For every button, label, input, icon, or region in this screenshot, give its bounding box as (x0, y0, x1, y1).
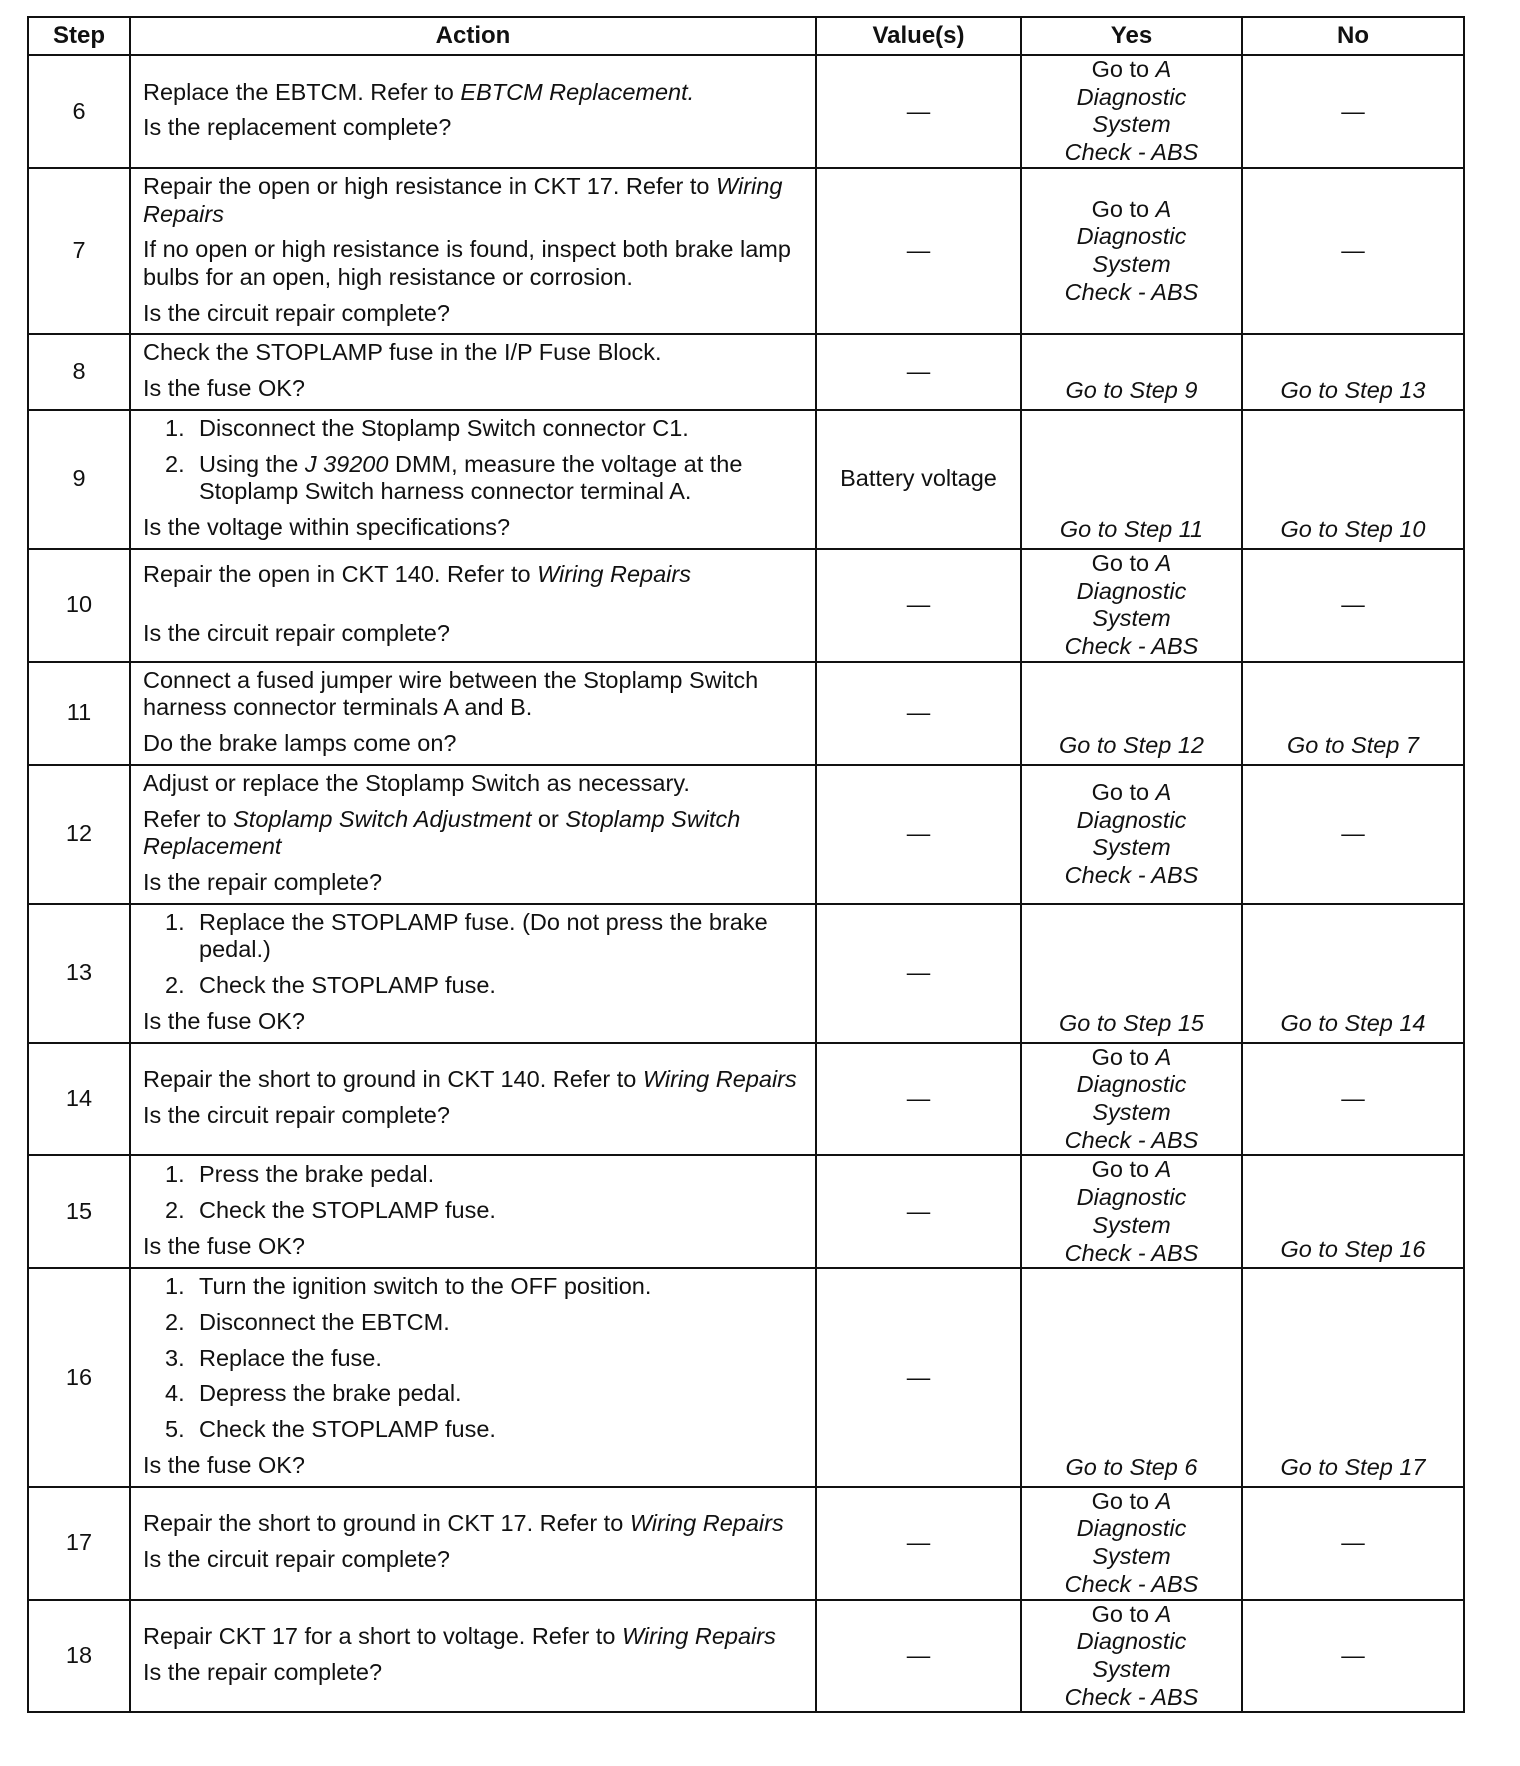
list-text (199, 451, 807, 506)
action-text: Repair the open or high resistance in CKT 17. Refer to (143, 172, 717, 199)
list-text (199, 1273, 807, 1301)
action-list-item (143, 1416, 807, 1444)
goto-diagnostic-system-check (1022, 1488, 1241, 1599)
list-number: 2. (165, 1197, 185, 1224)
list-number: 5. (165, 1416, 185, 1443)
header-values: Value(s) (816, 17, 1021, 55)
goto-check-abs: Check - ABS (1064, 1126, 1199, 1153)
dash-text: — (1341, 820, 1365, 847)
no-cell (1242, 168, 1464, 335)
action-cell (130, 765, 816, 904)
action-text: Repair the short to ground in CKT 140. Refer to (143, 1066, 643, 1093)
reference-text: J 39200 (304, 450, 389, 477)
table-body (28, 55, 1464, 1712)
dash-text: — (1341, 591, 1365, 618)
goto-diagnostic-system-check (1022, 1601, 1241, 1712)
action-cell (130, 55, 816, 168)
action-text: Check the STOPLAMP fuse. (199, 1416, 496, 1443)
action-paragraph (143, 114, 807, 142)
action-text: Depress the brake pedal. (199, 1380, 462, 1407)
action-paragraph (143, 561, 807, 589)
action-paragraph (143, 79, 807, 107)
reference-text: Stoplamp Switch Adjustment (233, 805, 532, 832)
value-cell: Battery voltage (816, 410, 1021, 549)
action-list-item (143, 415, 807, 443)
yes-cell (1021, 1043, 1242, 1156)
goto-system: System (1092, 605, 1171, 632)
action-text: Repair the open in CKT 140. Refer to (143, 560, 538, 587)
list-number: 1. (165, 1273, 185, 1300)
action-text: Is the circuit repair complete? (143, 1102, 450, 1128)
table-row (28, 904, 1464, 1043)
goto-label: Go to (1091, 56, 1150, 82)
table-row (28, 1600, 1464, 1713)
yes-cell (1021, 1487, 1242, 1600)
goto-check-abs: Check - ABS (1064, 1239, 1199, 1266)
action-list-item (143, 1380, 807, 1408)
value-cell: — (816, 1155, 1021, 1268)
action-list-item (143, 1309, 807, 1337)
goto-label: Go to (1091, 1156, 1150, 1183)
action-paragraph (143, 339, 807, 367)
table-row (28, 1155, 1464, 1268)
list-text (199, 1416, 807, 1444)
reference-text: EBTCM Replacement. (460, 78, 695, 105)
goto-diagnostic: Diagnostic (1076, 577, 1187, 604)
goto-system: System (1092, 1211, 1171, 1238)
list-number: 2. (165, 450, 185, 477)
action-paragraph (143, 375, 807, 403)
action-paragraph (143, 1510, 807, 1538)
diagnostic-table (27, 16, 1465, 1713)
goto-diagnostic: Diagnostic (1076, 1184, 1187, 1211)
action-text: Replace the EBTCM. Refer to (143, 78, 461, 105)
goto-letter: A (1155, 1156, 1172, 1183)
action-text: Is the repair complete? (143, 1658, 383, 1685)
no-cell (1242, 1043, 1464, 1156)
action-text: Press the brake pedal. (199, 1161, 435, 1188)
yes-cell (1021, 1155, 1242, 1268)
goto-diagnostic-system-check (1022, 196, 1241, 307)
no-cell (1242, 410, 1464, 549)
action-list-item (143, 1197, 807, 1225)
no-cell (1242, 549, 1464, 662)
header-row (28, 17, 1464, 55)
action-text: Disconnect the Stoplamp Switch connector C1. (199, 414, 689, 441)
goto-step-text: Go to Step 10 (1280, 516, 1426, 543)
action-paragraph (143, 1008, 807, 1036)
goto-diagnostic: Diagnostic (1076, 1628, 1187, 1655)
reference-text: Wiring Repairs (642, 1066, 797, 1093)
goto-system: System (1092, 1543, 1171, 1570)
action-paragraph (143, 869, 807, 897)
action-text: Is the circuit repair complete? (143, 299, 450, 326)
value-cell: — (816, 334, 1021, 409)
goto-letter: A (1155, 778, 1172, 805)
action-cell (130, 549, 816, 662)
goto-label: Go to (1091, 1487, 1150, 1514)
yes-cell (1021, 55, 1242, 168)
header-yes: Yes (1021, 17, 1242, 55)
goto-system: System (1092, 251, 1171, 278)
action-list-item (143, 1273, 807, 1301)
no-cell (1242, 1487, 1464, 1600)
table-row (28, 662, 1464, 765)
action-cell (130, 410, 816, 549)
list-text (199, 1309, 807, 1337)
dash-text: — (1341, 1085, 1365, 1112)
no-cell (1242, 765, 1464, 904)
list-number: 1. (165, 414, 185, 441)
goto-check-abs: Check - ABS (1064, 139, 1199, 166)
action-text: Repair the short to ground in CKT 17. Refer to (143, 1510, 630, 1537)
yes-cell (1021, 1600, 1242, 1713)
step-number: 8 (28, 334, 130, 409)
action-list-item (143, 1161, 807, 1189)
table-row (28, 765, 1464, 904)
action-cell (130, 1487, 816, 1600)
action-text: Is the fuse OK? (143, 1007, 305, 1034)
action-text: Repair CKT 17 for a short to voltage. Refer to (143, 1623, 622, 1650)
action-text: If no open or high resistance is found, inspect both brake lamp bulbs for an open, high resistance or corrosion. (143, 236, 791, 291)
goto-label: Go to (1091, 778, 1150, 805)
action-list-item (143, 451, 807, 506)
goto-label: Go to (1091, 1600, 1150, 1627)
value-cell: — (816, 168, 1021, 335)
action-list-item (143, 972, 807, 1000)
action-paragraph (143, 1623, 807, 1651)
table-row (28, 334, 1464, 409)
value-cell: — (816, 1043, 1021, 1156)
yes-cell (1021, 765, 1242, 904)
goto-step-text: Go to Step 16 (1280, 1235, 1426, 1262)
yes-cell (1021, 410, 1242, 549)
goto-diagnostic: Diagnostic (1076, 806, 1187, 833)
table-row (28, 55, 1464, 168)
action-text: Is the circuit repair complete? (143, 1546, 450, 1573)
list-number: 1. (165, 908, 185, 935)
action-cell (130, 1600, 816, 1713)
step-number: 17 (28, 1487, 130, 1600)
table-row (28, 1487, 1464, 1600)
step-number: 7 (28, 168, 130, 335)
step-number: 10 (28, 549, 130, 662)
no-cell (1242, 1155, 1464, 1268)
goto-diagnostic-system-check (1022, 1156, 1241, 1267)
action-text: Replace the STOPLAMP fuse. (Do not press the brake pedal.) (199, 908, 768, 963)
action-text: Do the brake lamps come on? (143, 730, 457, 757)
action-text: Refer to (143, 805, 234, 832)
table-row (28, 1043, 1464, 1156)
value-cell: — (816, 662, 1021, 765)
value-cell: — (816, 55, 1021, 168)
table-row (28, 1268, 1464, 1486)
goto-label: Go to (1091, 1043, 1150, 1070)
action-paragraph (143, 770, 807, 798)
reference-text: Wiring Repairs (537, 560, 691, 587)
goto-diagnostic-system-check (1022, 550, 1241, 661)
action-paragraph (143, 1233, 807, 1261)
yes-cell (1021, 334, 1242, 409)
dash-text: — (1341, 1642, 1365, 1669)
value-cell: — (816, 1268, 1021, 1486)
goto-diagnostic-system-check (1022, 1044, 1241, 1155)
action-paragraph (143, 1546, 807, 1574)
goto-line (1022, 196, 1241, 224)
list-number: 4. (165, 1380, 185, 1407)
action-cell (130, 904, 816, 1043)
goto-step-text: Go to Step 14 (1280, 1009, 1426, 1036)
list-text (199, 909, 807, 964)
action-text: Is the fuse OK? (143, 375, 305, 402)
goto-check-abs: Check - ABS (1064, 1683, 1199, 1710)
list-number: 1. (165, 1161, 185, 1188)
goto-system: System (1092, 1099, 1171, 1125)
action-spacer (143, 596, 807, 620)
step-number: 18 (28, 1600, 130, 1713)
step-number: 6 (28, 55, 130, 168)
dash-text: — (1341, 97, 1365, 124)
value-cell: — (816, 904, 1021, 1043)
action-cell (130, 1268, 816, 1486)
goto-check-abs: Check - ABS (1064, 1570, 1199, 1597)
table-row (28, 410, 1464, 549)
action-paragraph (143, 1066, 807, 1094)
step-number: 12 (28, 765, 130, 904)
goto-letter: A (1155, 195, 1172, 222)
goto-step-text: Go to Step 12 (1058, 732, 1205, 759)
reference-text: Stoplamp Switch Replacement (143, 805, 741, 860)
action-text: Is the fuse OK? (143, 1451, 305, 1478)
no-cell (1242, 904, 1464, 1043)
no-cell (1242, 334, 1464, 409)
yes-cell (1021, 168, 1242, 335)
goto-system: System (1092, 1655, 1171, 1682)
action-paragraph (143, 300, 807, 328)
list-text (199, 1345, 807, 1373)
action-text: Check the STOPLAMP fuse in the I/P Fuse Block. (143, 339, 662, 366)
list-text (199, 1380, 807, 1408)
yes-cell (1021, 1268, 1242, 1486)
goto-check-abs: Check - ABS (1064, 278, 1199, 305)
step-number: 11 (28, 662, 130, 765)
goto-line (1022, 550, 1241, 578)
action-text: Turn the ignition switch to the OFF position. (199, 1273, 652, 1300)
header-no: No (1242, 17, 1464, 55)
value-cell: — (816, 1600, 1021, 1713)
goto-step-text: Go to Step 6 (1065, 1453, 1198, 1480)
no-cell (1242, 1600, 1464, 1713)
action-text: Is the repair complete? (143, 868, 383, 895)
yes-cell (1021, 904, 1242, 1043)
goto-line (1022, 56, 1241, 84)
goto-step-text: Go to Step 17 (1280, 1453, 1426, 1480)
action-text: Check the STOPLAMP fuse. (199, 1197, 496, 1224)
value-cell: — (816, 765, 1021, 904)
action-cell (130, 334, 816, 409)
action-paragraph (143, 667, 807, 722)
action-list-item (143, 909, 807, 964)
no-cell (1242, 1268, 1464, 1486)
goto-system: System (1092, 834, 1171, 861)
goto-diagnostic: Diagnostic (1076, 1515, 1187, 1542)
step-number: 16 (28, 1268, 130, 1486)
goto-diagnostic-system-check (1022, 779, 1241, 890)
goto-check-abs: Check - ABS (1064, 861, 1199, 888)
action-text: Adjust or replace the Stoplamp Switch as necessary. (143, 769, 690, 796)
action-cell (130, 1155, 816, 1268)
goto-step-text: Go to Step 7 (1287, 732, 1419, 759)
action-text: Check the STOPLAMP fuse. (199, 972, 496, 999)
value-cell: — (816, 549, 1021, 662)
goto-letter: A (1155, 56, 1172, 82)
table-row (28, 168, 1464, 335)
goto-step-text: Go to Step 13 (1280, 377, 1426, 404)
reference-text: Wiring Repairs (621, 1623, 776, 1650)
goto-step-text: Go to Step 15 (1058, 1009, 1205, 1036)
action-paragraph (143, 620, 807, 648)
reference-text: Wiring Repairs (143, 172, 783, 227)
list-number: 3. (165, 1344, 185, 1371)
table-row (28, 549, 1464, 662)
action-list-item (143, 1345, 807, 1373)
action-text: Using the (199, 450, 305, 477)
goto-letter: A (1155, 1600, 1172, 1627)
action-paragraph (143, 1452, 807, 1480)
action-cell (130, 662, 816, 765)
goto-line (1022, 1156, 1241, 1184)
step-number: 9 (28, 410, 130, 549)
action-paragraph (143, 173, 807, 228)
goto-diagnostic: Diagnostic (1076, 223, 1187, 250)
header-step: Step (28, 17, 130, 55)
goto-diagnostic-system-check (1022, 56, 1241, 167)
list-number: 2. (165, 972, 185, 999)
value-cell: — (816, 1487, 1021, 1600)
action-cell (130, 168, 816, 335)
action-cell (130, 1043, 816, 1156)
action-paragraph (143, 514, 807, 542)
action-text: Disconnect the EBTCM. (199, 1309, 450, 1336)
action-text: DMM, measure the voltage at the Stoplamp Switch harness connector terminal A. (199, 450, 743, 505)
action-text: Is the fuse OK? (143, 1232, 305, 1259)
goto-step-text: Go to Step 9 (1065, 377, 1198, 404)
action-paragraph (143, 1102, 807, 1130)
dash-text: — (1341, 237, 1365, 264)
goto-label: Go to (1091, 549, 1150, 576)
action-text: Is the voltage within specifications? (143, 514, 511, 541)
action-text: or (531, 805, 566, 832)
goto-letter: A (1155, 1487, 1172, 1514)
action-text: Connect a fused jumper wire between the Stoplamp Switch harness connector terminals A and B. (143, 666, 759, 721)
goto-step-text: Go to Step 11 (1059, 516, 1204, 543)
action-paragraph (143, 1659, 807, 1687)
reference-text: Wiring Repairs (629, 1510, 784, 1537)
goto-diagnostic: Diagnostic (1076, 1071, 1187, 1098)
action-text: Replace the fuse. (199, 1344, 382, 1371)
goto-label: Go to (1091, 195, 1150, 222)
goto-check-abs: Check - ABS (1064, 632, 1199, 659)
dash-text: — (1341, 1529, 1365, 1556)
goto-line (1022, 779, 1241, 807)
list-text (199, 415, 807, 443)
step-number: 15 (28, 1155, 130, 1268)
list-number: 2. (165, 1309, 185, 1336)
goto-system: System (1092, 111, 1171, 138)
action-paragraph (143, 806, 807, 861)
list-text (199, 972, 807, 1000)
goto-letter: A (1155, 1043, 1172, 1070)
goto-letter: A (1155, 549, 1172, 576)
action-paragraph (143, 730, 807, 758)
step-number: 14 (28, 1043, 130, 1156)
yes-cell (1021, 662, 1242, 765)
action-text: Is the circuit repair complete? (143, 620, 450, 647)
goto-line (1022, 1488, 1241, 1516)
list-text (199, 1197, 807, 1225)
action-paragraph (143, 236, 807, 291)
goto-line (1022, 1044, 1241, 1072)
header-action: Action (130, 17, 816, 55)
no-cell (1242, 662, 1464, 765)
goto-diagnostic: Diagnostic (1076, 83, 1187, 110)
goto-line (1022, 1601, 1241, 1629)
no-cell (1242, 55, 1464, 168)
action-text: Is the replacement complete? (143, 114, 452, 141)
step-number: 13 (28, 904, 130, 1043)
yes-cell (1021, 549, 1242, 662)
list-text (199, 1161, 807, 1189)
